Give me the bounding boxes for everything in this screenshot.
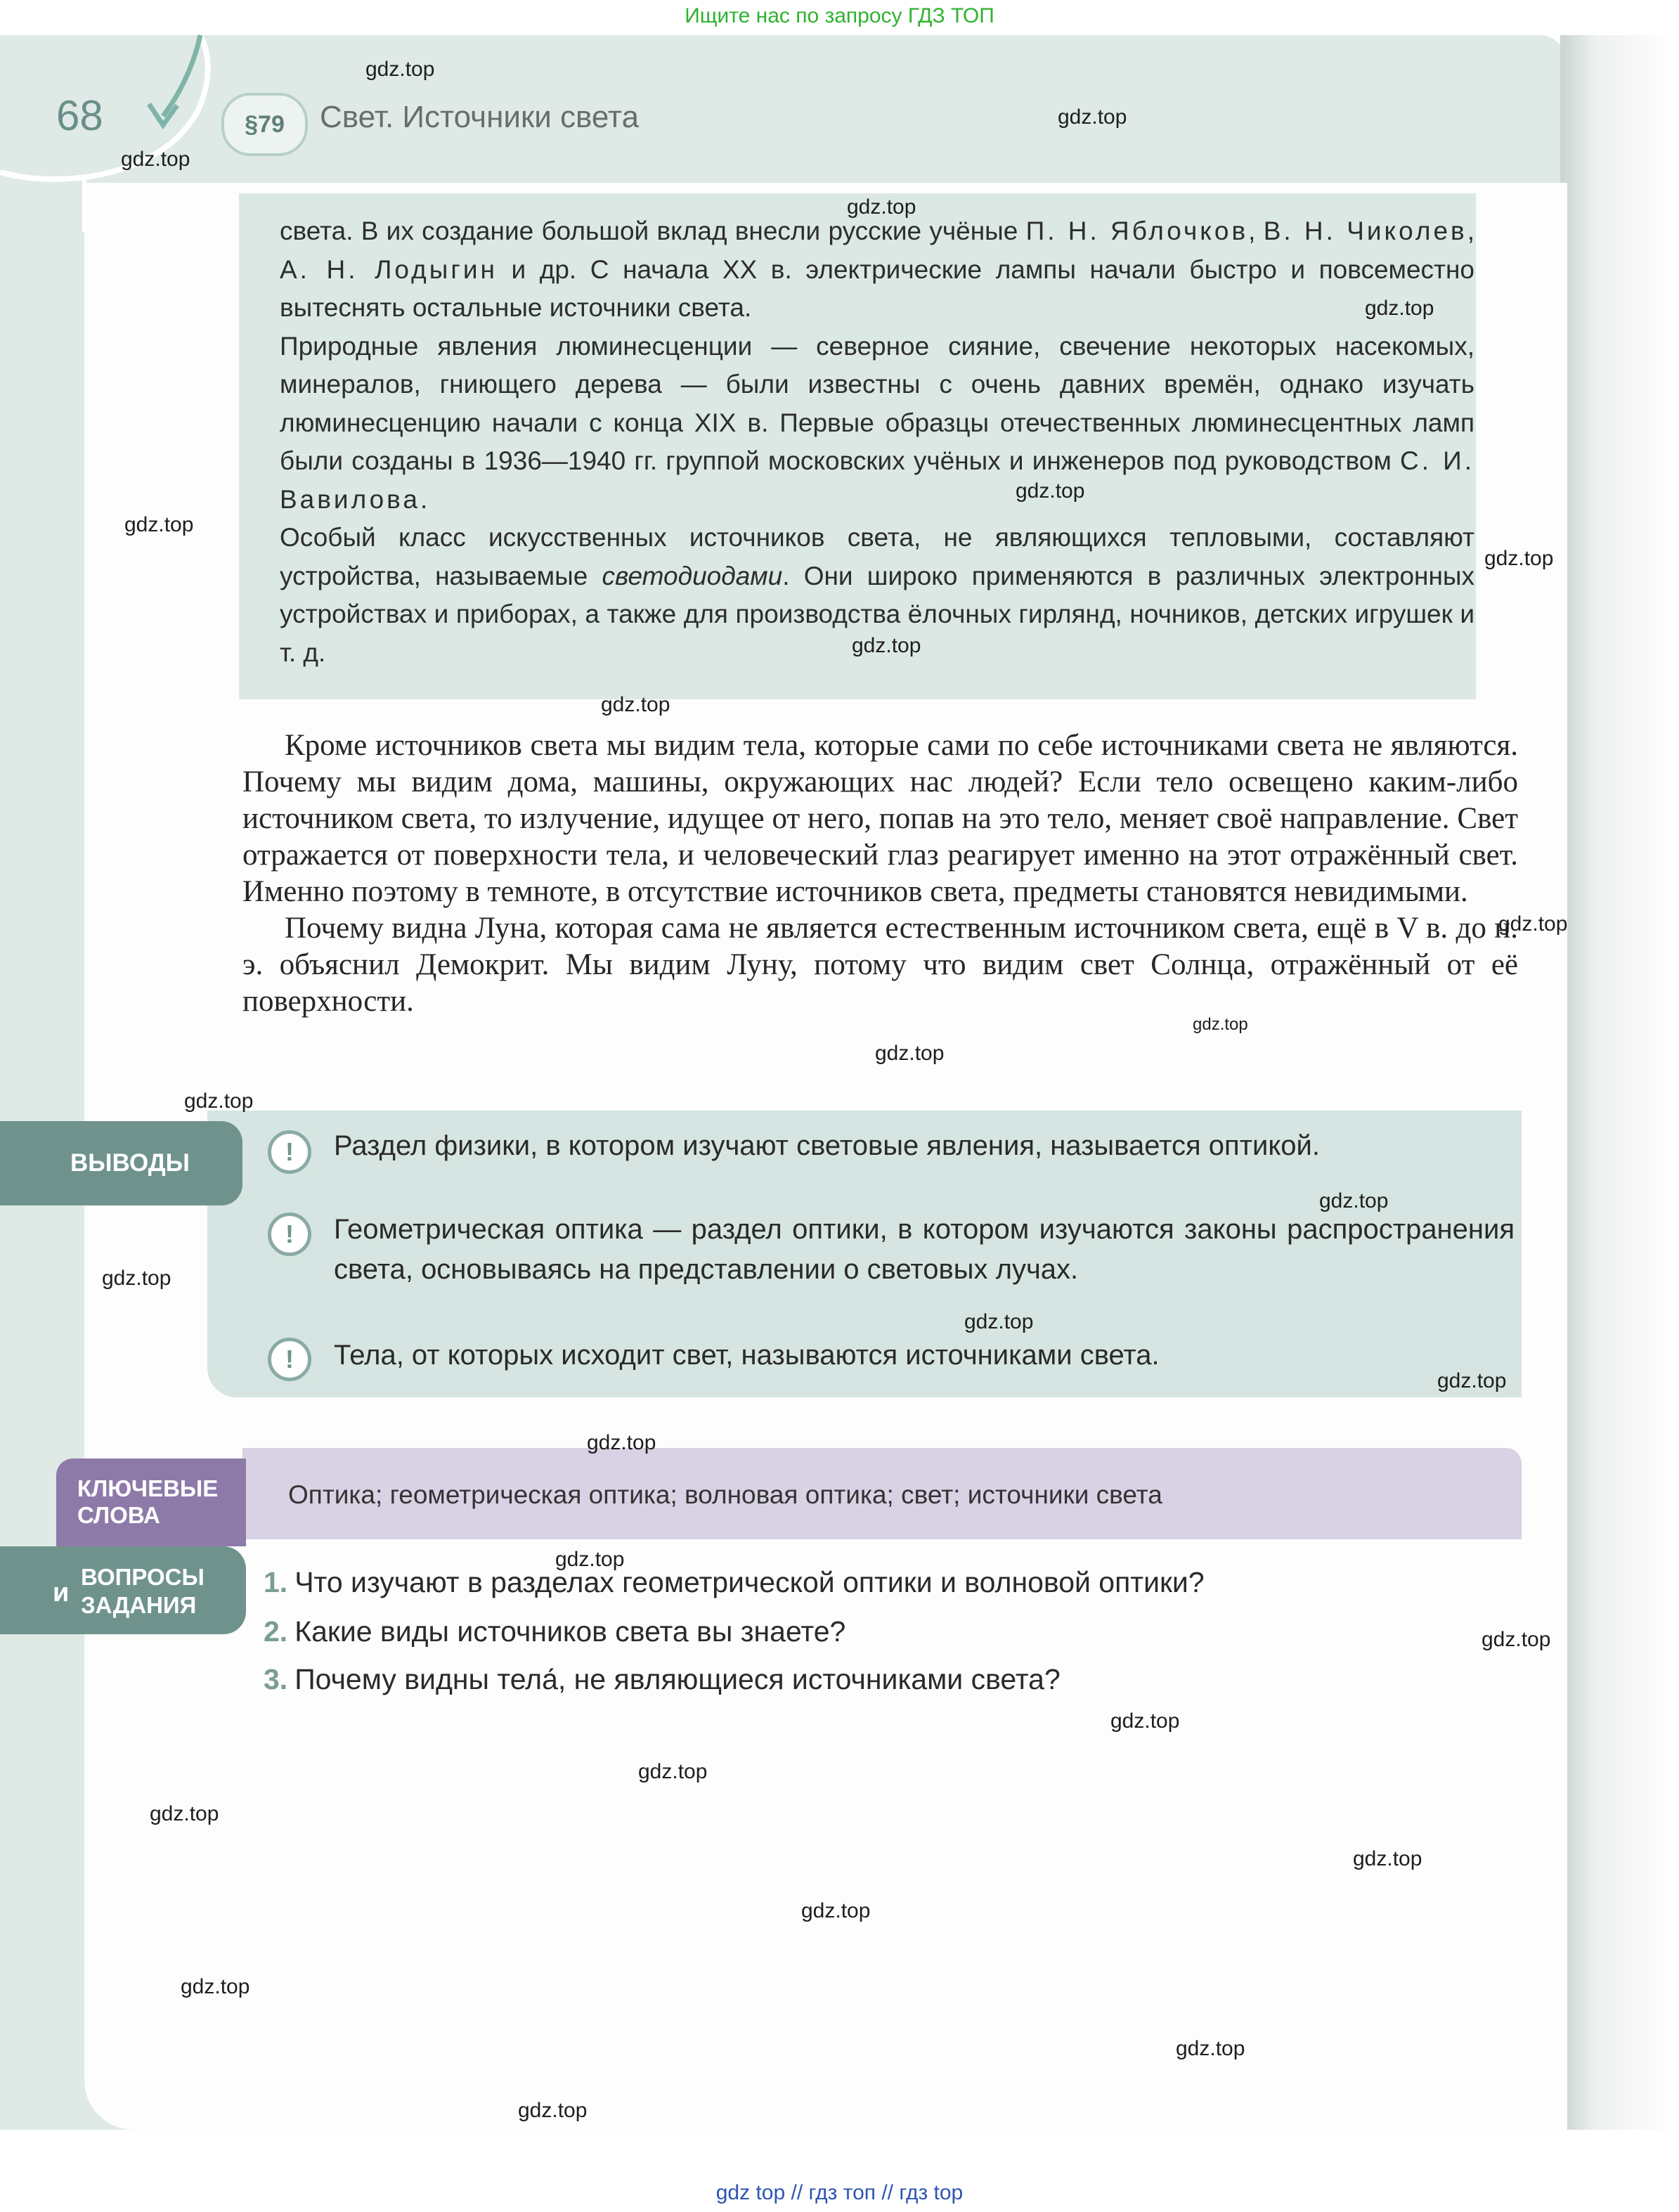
- keywords-label-line: СЛОВА: [77, 1502, 160, 1528]
- question-text: Почему видны тела́, не являющиеся источниками света?: [294, 1663, 1061, 1695]
- question-item: [264, 1566, 1205, 1599]
- watermark: gdz.top: [1365, 297, 1434, 320]
- watermark: gdz.top: [1016, 479, 1085, 503]
- keywords-label: [56, 1459, 246, 1546]
- watermark: gdz.top: [121, 148, 190, 171]
- questions-label-line: ВОПРОСЫ: [81, 1564, 205, 1590]
- questions-label-line: ЗАДАНИЯ: [81, 1592, 197, 1618]
- history-text-span: ,: [1467, 216, 1474, 245]
- watermark: gdz.top: [587, 1431, 656, 1454]
- watermark: gdz.top: [847, 195, 916, 219]
- watermark: gdz.top: [150, 1802, 219, 1825]
- watermark: gdz.top: [1058, 105, 1127, 129]
- watermark: gdz.top: [638, 1760, 708, 1783]
- conclusion-item: Геометрическая оптика — раздел оптики, в котором изучаются законы распространения света, основываясь на представлении о световых лучах.: [334, 1214, 1515, 1285]
- watermark: gdz.top: [1110, 1709, 1180, 1733]
- conclusion-item: Тела, от которых исходит свет, называются источниками света.: [334, 1340, 1160, 1371]
- section-title: Свет. Источники света: [320, 100, 640, 134]
- questions-label: [0, 1546, 246, 1634]
- question-number: 2.: [264, 1615, 288, 1648]
- watermark: gdz.top: [1353, 1847, 1422, 1870]
- watermark: gdz.top: [1176, 2037, 1245, 2060]
- question-number: 3.: [264, 1663, 288, 1695]
- scientist-name: С. И. Вавилова: [280, 446, 1474, 514]
- scientist-name: В. Н. Чиколев: [1263, 216, 1467, 245]
- watermark: gdz.top: [1482, 1628, 1551, 1651]
- watermark: gdz.top: [102, 1267, 171, 1290]
- page-edge-shadow: [1560, 35, 1679, 2130]
- main-text: [242, 727, 1518, 1020]
- question-item: [264, 1615, 845, 1648]
- bottom-banner[interactable]: gdz top // гдз топ // гдз top: [715, 2181, 964, 2204]
- section-badge: §79: [221, 93, 308, 156]
- conclusions-label: ВЫВОДЫ: [0, 1121, 242, 1205]
- watermark: gdz.top: [1498, 912, 1568, 936]
- watermark: gdz.top: [801, 1899, 871, 1922]
- history-text-span: Природные явления люминесценции — северное сияние, свечение некоторых насекомых, минералов, гниющего дерева — были известны с очень давних времён, однако изучать люминесценцию начали с конца XIX в. Первые образцы отечественных люминесцентных ламп были созданы в 1936—1940 гг. группой московских учёных и инженеров под руководством: [280, 331, 1474, 475]
- history-paragraph: [280, 212, 1474, 328]
- watermark: gdz.top: [875, 1042, 945, 1065]
- watermark: gdz.top: [852, 634, 921, 657]
- watermark: gdz.top: [124, 513, 194, 536]
- question-text: Какие виды источников света вы знаете?: [294, 1615, 846, 1648]
- history-paragraph: [280, 328, 1474, 519]
- history-text-span: .: [420, 484, 428, 514]
- decorative-arrow-curve: [0, 0, 253, 232]
- main-paragraph: Кроме источников света мы видим тела, которые сами по себе источниками света не являются. Почему мы видим дома, машины, окружающих нас людей? Если тело освещено каким-либо источником света, то излучение, идущее от него, попав на это тело, меняет своё направление. Свет отражается от поверхности тела, и человеческий глаз реагирует именно на этот отражённый свет. Именно поэтому в темноте, в отсутствие источников света, предметы становятся невидимыми.: [242, 729, 1518, 908]
- question-text: Что изучают в разделах геометрической оптики и волновой оптики?: [294, 1566, 1205, 1598]
- watermark: gdz.top: [181, 1975, 250, 1998]
- scientist-name: П. Н. Яблочков: [1025, 216, 1249, 245]
- watermark: gdz.top: [184, 1089, 254, 1113]
- conclusion-item: Раздел физики, в котором изучают световые явления, называется оптикой.: [334, 1130, 1321, 1161]
- watermark: gdz.top: [555, 1548, 625, 1571]
- keywords-label-line: КЛЮЧЕВЫЕ: [77, 1475, 219, 1501]
- watermark: gdz.top: [365, 58, 435, 81]
- top-banner[interactable]: Ищите нас по запросу ГДЗ ТОП: [685, 4, 994, 27]
- watermark: gdz.top: [1319, 1189, 1389, 1212]
- main-paragraph: Почему видна Луна, которая сама не является естественным источником света, ещё в V в. до н. э. объяснил Демокрит. Мы видим Луну, потому что видим свет Солнца, отражённый от её поверхности.: [242, 912, 1518, 1018]
- watermark: gdz.top: [964, 1310, 1034, 1333]
- history-text-span: Особый класс искусственных источников света, не являющихся тепловыми, составляют устройства, называемые: [280, 523, 1474, 590]
- page-number: 68: [56, 92, 103, 139]
- watermark: gdz.top: [518, 2099, 588, 2122]
- exclamation-icon: !: [268, 1338, 311, 1381]
- scientist-name: А. Н. Лодыгин: [280, 254, 498, 284]
- history-text: [280, 212, 1474, 672]
- watermark: gdz.top: [601, 693, 670, 716]
- watermark: gdz.top: [1193, 1015, 1248, 1034]
- history-text-span: ,: [1248, 216, 1264, 245]
- watermark: gdz.top: [1437, 1369, 1507, 1392]
- exclamation-icon: !: [268, 1212, 311, 1256]
- history-text-span: света. В их создание большой вклад внесли русские учёные: [280, 216, 1026, 245]
- watermark: gdz.top: [1484, 547, 1554, 570]
- questions-label-and: и: [53, 1578, 70, 1608]
- history-text-span: и др. С начала XX в. электрические лампы начали быстро и повсеместно вытеснять остальные источники света.: [280, 254, 1474, 322]
- keywords-text: Оптика; геометрическая оптика; волновая оптика; свет; источники света: [288, 1480, 1162, 1509]
- emphasized-term: светодиодами: [602, 561, 783, 590]
- question-number: 1.: [264, 1566, 288, 1598]
- history-text-span: . Они широко применяются в различных электронных устройствах и приборах, а также для производства ёлочных гирлянд, ночников, детских игрушек и т. д.: [280, 561, 1474, 667]
- exclamation-icon: !: [268, 1130, 311, 1174]
- question-item: [264, 1663, 1061, 1696]
